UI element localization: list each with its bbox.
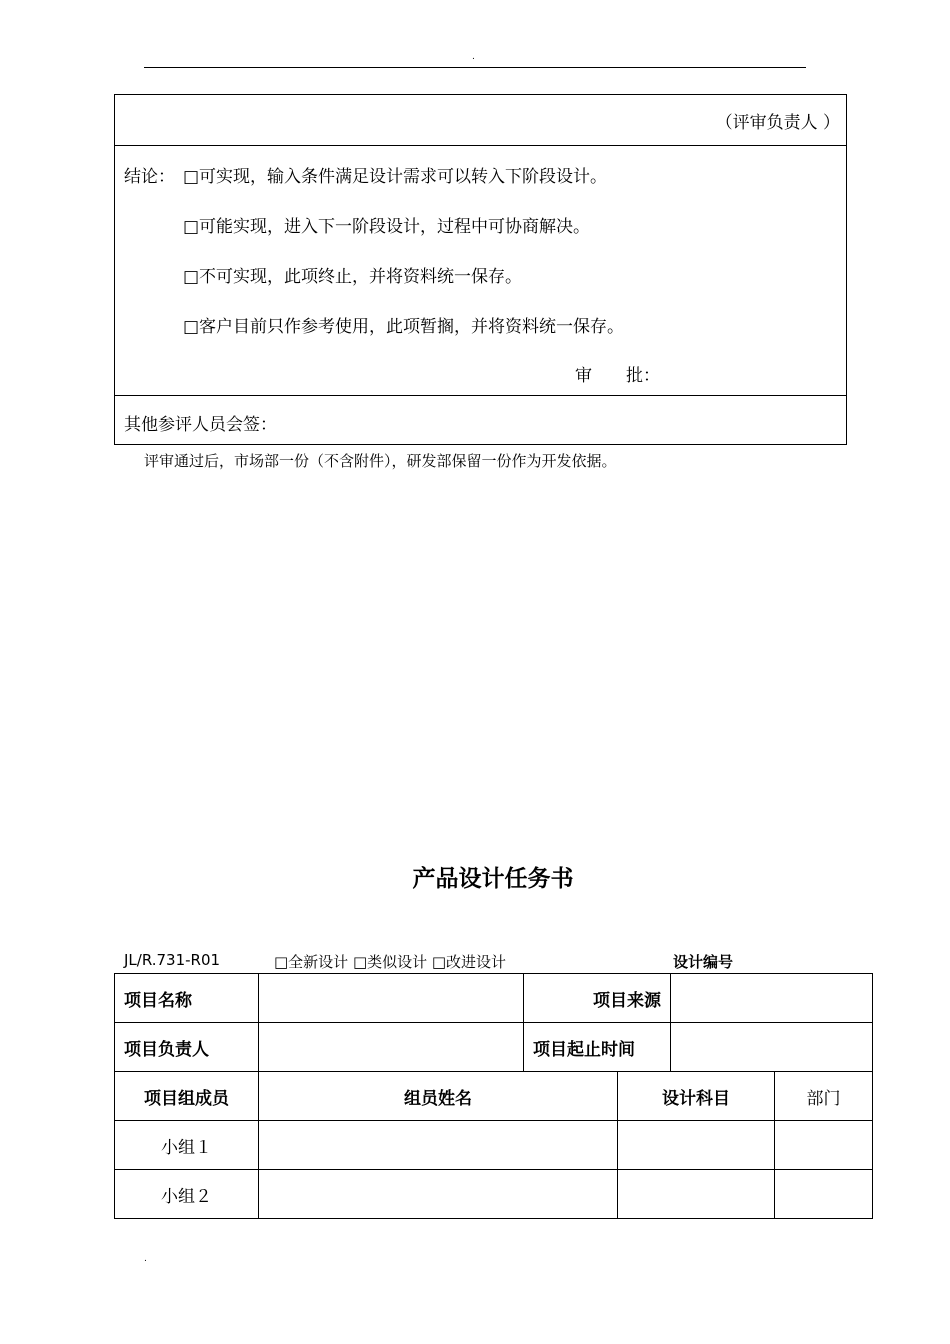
option-not-achievable: □不可实现，此项终止，并将资料统一保存。 [183,267,523,287]
member-name-header: 组员姓名 [259,1072,618,1121]
header-rule [144,67,806,68]
group-2-subject [618,1170,775,1219]
review-table [114,94,847,445]
group-1-label: 小组１ [115,1121,259,1170]
reviewer-label: （评审负责人 ） [715,113,840,133]
group-1-subject [618,1121,775,1170]
conclusion-label: 结论： [124,167,175,187]
review-note: 评审通过后，市场部一份（不含附件），研发部保留一份作为开发依据。 [144,452,617,470]
group-2-name [259,1170,618,1219]
option-possible: □可能实现，进入下一阶段设计，过程中可协商解决。 [183,217,591,237]
department-header: 部门 [775,1072,873,1121]
others-row [115,396,846,444]
project-leader-value [259,1023,524,1072]
project-source-label: 项目来源 [524,974,671,1023]
project-period-value [671,1023,873,1072]
reviewer-row [115,95,846,146]
project-source-value [671,974,873,1023]
table-row [115,1023,873,1072]
project-name-value [259,974,524,1023]
design-number-label: 设计编号 [673,953,734,971]
project-leader-label: 项目负责人 [115,1023,259,1072]
table-row [115,974,873,1023]
header-dot: . [472,52,475,62]
project-name-label: 项目名称 [115,974,259,1023]
group-1-name [259,1121,618,1170]
footer-dot: . [144,1254,147,1264]
design-type-options: □全新设计 □类似设计 □改进设计 [274,953,507,971]
table-row [115,1121,873,1170]
conclusion-row [115,146,846,396]
others-sign-label: 其他参评人员会签： [124,415,277,435]
approve-label: 审 批： [575,366,660,386]
group-1-department [775,1121,873,1170]
option-achievable: □可实现，输入条件满足设计需求可以转入下阶段设计。 [183,167,608,187]
table-row [115,1170,873,1219]
group-2-department [775,1170,873,1219]
design-subject-header: 设计科目 [618,1072,775,1121]
document-title: 产品设计任务书 [412,866,574,892]
members-header: 项目组成员 [115,1072,259,1121]
form-code: JL/R.731-R01 [124,951,221,969]
task-table [114,973,873,1219]
option-reference-only: □客户目前只作参考使用，此项暂搁，并将资料统一保存。 [183,317,625,337]
project-period-label: 项目起止时间 [524,1023,671,1072]
group-2-label: 小组２ [115,1170,259,1219]
table-row [115,1072,873,1121]
